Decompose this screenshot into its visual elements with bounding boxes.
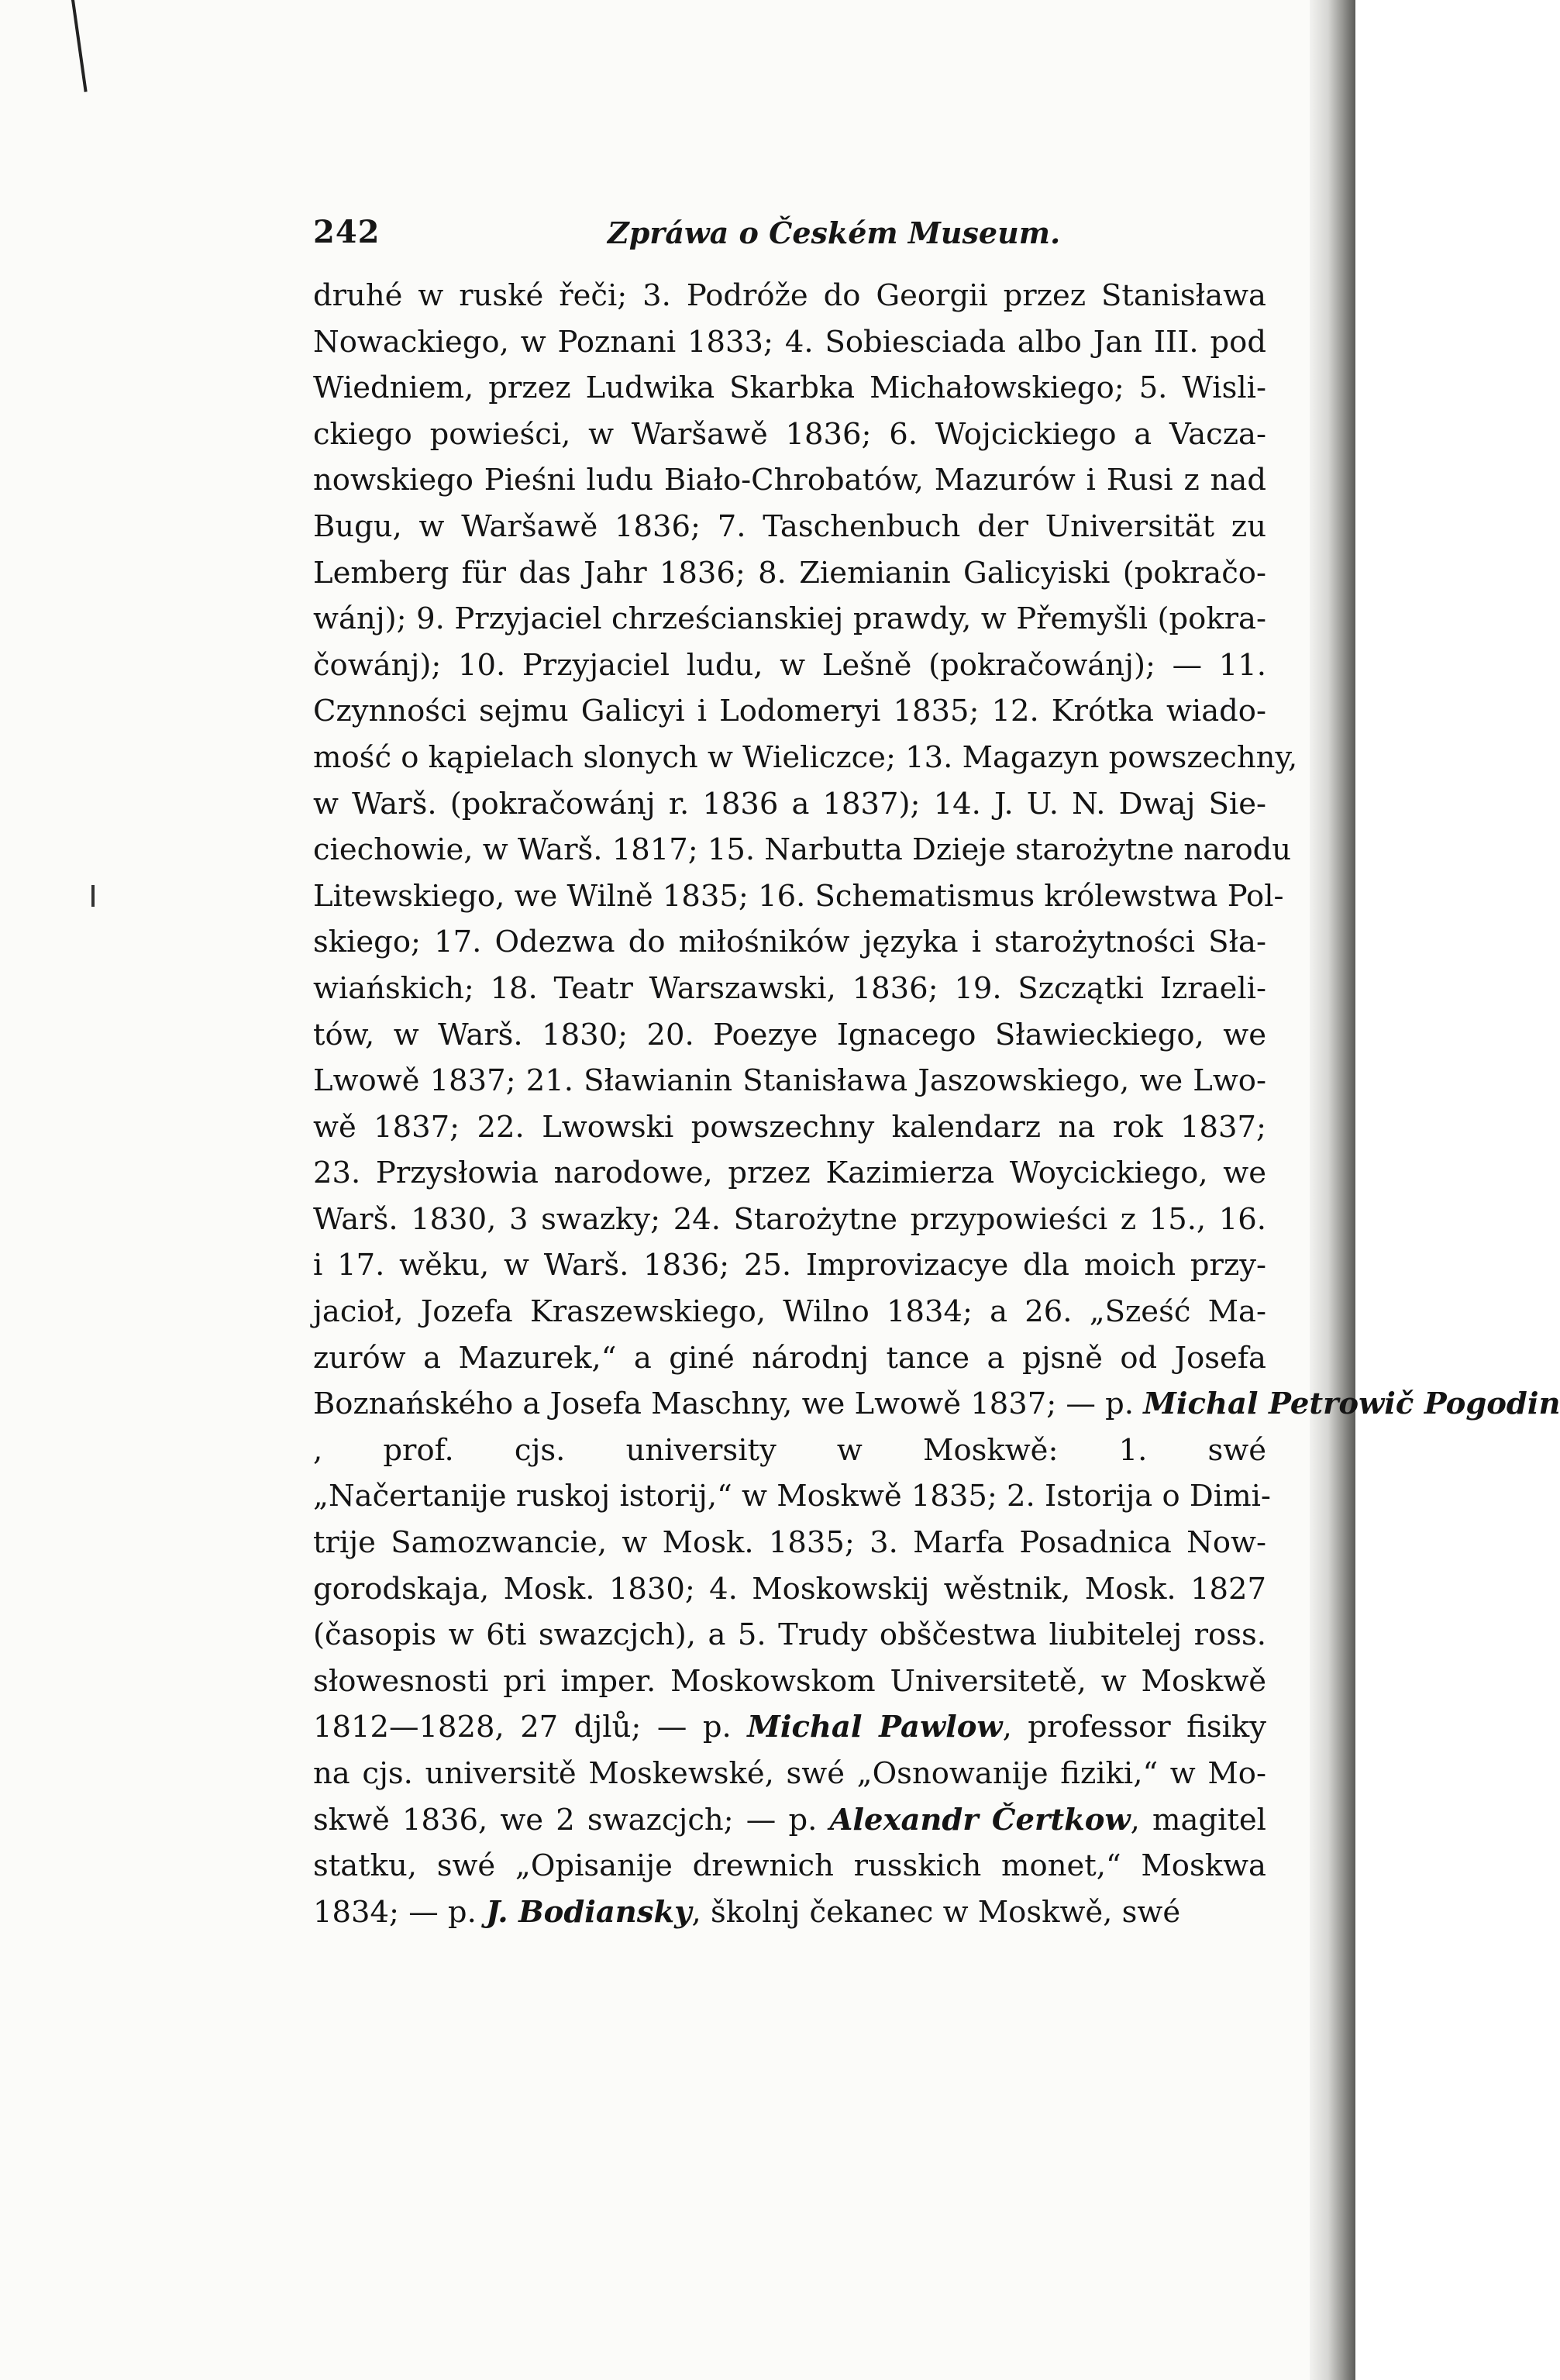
text-line: tów, w Warš. 1830; 20. Poezye Ignacego Sławieckiego, we	[313, 1017, 1266, 1052]
text-line: nowskiego Pieśni ludu Biało-Chrobatów, Mazurów i Rusi z nad	[313, 463, 1266, 498]
person-name: Michal Petrowič Pogodin	[1143, 1386, 1560, 1422]
text-line: i 17. wěku, w Warš. 1836; 25. Improvizacye dla moich przy-	[313, 1248, 1266, 1283]
text-line: jacioł, Jozefa Kraszewskiego, Wilno 1834; a 26. „Sześć Ma-	[313, 1294, 1266, 1330]
text-line	[313, 1889, 1266, 1936]
scan-corner-mark	[71, 0, 88, 92]
text-line: gorodskaja, Mosk. 1830; 4. Moskowskij wěstnik, Mosk. 1827	[313, 1571, 1266, 1607]
scan-edge-shadow	[1310, 0, 1355, 2380]
text-line: wiańskich; 18. Teatr Warszawski, 1836; 19. Szczątki Izraeli-	[313, 970, 1266, 1006]
body-text	[313, 273, 1560, 1935]
text-line: trije Samozwancie, w Mosk. 1835; 3. Marfa Posadnica Now-	[313, 1525, 1266, 1561]
text-line: Nowackiego, w Poznani 1833; 4. Sobiesciada albo Jan III. pod	[313, 324, 1266, 360]
text-line: statku, swé „Opisanije drewnich russkich monet,“ Moskwa	[313, 1848, 1266, 1884]
text-line	[313, 1797, 1266, 1844]
text-segment: , professor fisiky	[1002, 1710, 1266, 1745]
text-line: na cjs. universitě Moskewské, swé „Osnowanije fiziki,“ w Mo-	[313, 1756, 1266, 1791]
text-segment: Boznańského a Josefa Maschny, we Lwowě 1837; — p.	[313, 1386, 1135, 1422]
text-line	[313, 1381, 1560, 1428]
person-name: Michal Pawlow	[747, 1710, 1003, 1745]
text-line: Bugu, w Waršawě 1836; 7. Taschenbuch der Universität zu	[313, 508, 1266, 544]
text-line: ckiego powieści, w Waršawě 1836; 6. Wojcickiego a Vacza-	[313, 416, 1266, 452]
text-line	[313, 1428, 1266, 1474]
text-line: mość o kąpielach slonych w Wieliczce; 13. Magazyn powszechny,	[313, 739, 1298, 775]
text-line: w Warš. (pokračowánj r. 1836 a 1837); 14. J. U. N. Dwaj Sie-	[313, 786, 1266, 821]
person-name: Alexandr Čertkow	[829, 1802, 1131, 1838]
text-line: zurów a Mazurek,“ a giné národnj tance a pjsně od Josefa	[313, 1340, 1266, 1376]
text-segment: 1812—1828, 27 djlů; — p.	[313, 1710, 732, 1745]
text-line: Wiedniem, przez Ludwika Skarbka Michałowskiego; 5. Wisli-	[313, 370, 1266, 406]
page-number: 242	[313, 214, 381, 250]
text-segment: 1834; — p.	[313, 1894, 477, 1930]
person-name: J. Bodiansky	[486, 1894, 692, 1930]
text-line: słowesnosti pri imper. Moskowskom Universitetě, w Moskwě	[313, 1663, 1266, 1699]
running-head	[313, 214, 1266, 260]
text-line: Czynności sejmu Galicyi i Lodomeryi 1835; 12. Krótka wiado-	[313, 694, 1266, 729]
text-line: Litewskiego, we Wilně 1835; 16. Schematismus królewstwa Pol-	[313, 878, 1284, 914]
text-line: „Načertanije ruskoj istorij,“ w Moskwě 1835; 2. Istorija o Dimi-	[313, 1479, 1271, 1514]
text-line: 23. Przysłowia narodowe, przez Kazimierza Woycickiego, we	[313, 1156, 1266, 1191]
text-line: skiego; 17. Odezwa do miłośników języka i starożytności Sła-	[313, 925, 1266, 960]
text-line	[313, 1704, 1266, 1751]
running-title: Zpráwa o Českém Museum.	[608, 215, 1061, 250]
text-segment: , školnj čekanec w Moskwě, swé	[691, 1894, 1181, 1930]
text-line: Lemberg für das Jahr 1836; 8. Ziemianin Galicyiski (pokračo-	[313, 555, 1266, 591]
text-line: Warš. 1830, 3 swazky; 24. Starożytne przypowieści z 15., 16.	[313, 1201, 1266, 1237]
margin-mark	[91, 885, 95, 907]
text-line: druhé w ruské řeči; 3. Podróže do Georgii przez Stanisława	[313, 278, 1266, 313]
text-line: wánj); 9. Przyjaciel chrześcianskiej prawdy, w Přemyšli (pokra-	[313, 601, 1266, 637]
text-line: čowánj); 10. Przyjaciel ludu, w Lešně (pokračowánj); — 11.	[313, 647, 1266, 683]
text-segment: , prof. cjs. university w Moskwě: 1. swé	[313, 1432, 1266, 1468]
text-segment: , magitel	[1130, 1802, 1266, 1838]
text-line: Lwowě 1837; 21. Sławianin Stanisława Jaszowskiego, we Lwo-	[313, 1063, 1266, 1099]
text-line: (časopis w 6ti swazcjch), a 5. Trudy obščestwa liubitelej ross.	[313, 1617, 1266, 1653]
text-line: ciechowie, w Warš. 1817; 15. Narbutta Dzieje starożytne narodu	[313, 832, 1292, 868]
text-line: wě 1837; 22. Lwowski powszechny kalendarz na rok 1837;	[313, 1109, 1266, 1145]
text-segment: skwě 1836, we 2 swazcjch; — p.	[313, 1802, 818, 1838]
